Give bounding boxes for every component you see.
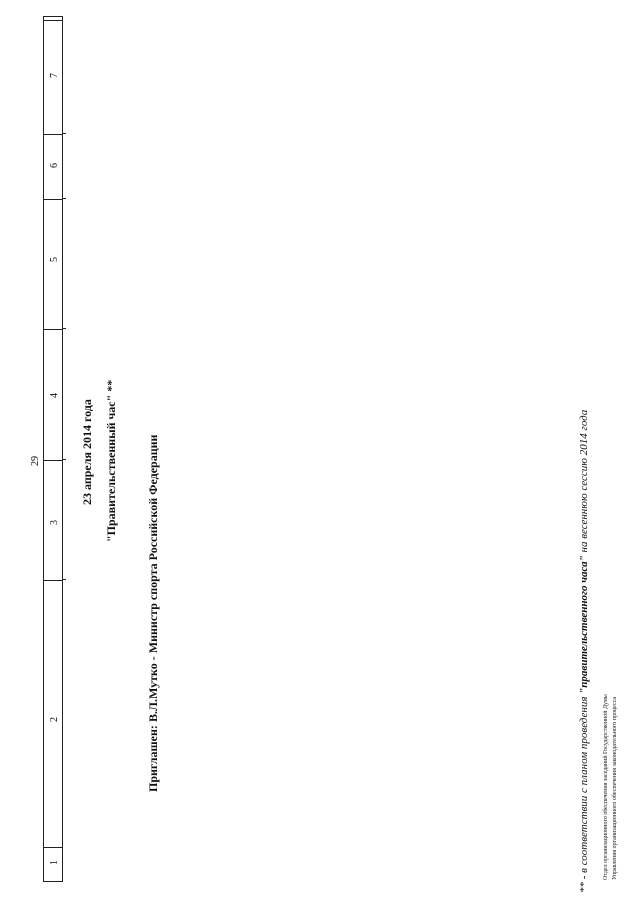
office-line-1: Отдел организационного обеспечения заседаний Государственной Думы [603,694,609,880]
tick-mark [62,459,66,460]
column-divider [44,199,62,200]
footnote-suffix: на весеннюю сессию 2014 года [578,409,590,556]
session-date: 23 апреля 2014 года [80,399,94,505]
tick-mark [62,133,66,134]
tick-mark [62,579,66,580]
column-number-4: 4 [49,393,60,398]
footnote-prefix: ** - в соответствии с планом проведения [578,693,590,893]
column-divider [44,20,62,21]
column-divider [44,460,62,461]
office-line-2: Управления организационного обеспечения законодательного процесса [612,696,618,880]
tick-mark [62,328,66,329]
column-number-2: 2 [49,717,60,722]
session-title: "Правительственный час" ** [104,379,118,542]
column-divider [44,580,62,581]
column-number-7: 7 [49,73,60,78]
column-divider [44,847,62,848]
column-number-3: 3 [49,520,60,525]
page-number: 29 [30,456,41,466]
column-divider [44,134,62,135]
column-number-1: 1 [49,860,60,865]
invitation-label: Приглашен: [146,725,160,792]
footnote-emphasis: "правительственного часа" [578,555,590,694]
footnote [578,410,590,893]
column-number-6: 6 [49,163,60,168]
tick-mark [62,198,66,199]
column-divider [44,329,62,330]
invited-person: В.Л.Мутко - Министр спорта Российской Федерации [146,434,160,722]
column-number-5: 5 [49,257,60,262]
table-header-strip [43,16,63,882]
